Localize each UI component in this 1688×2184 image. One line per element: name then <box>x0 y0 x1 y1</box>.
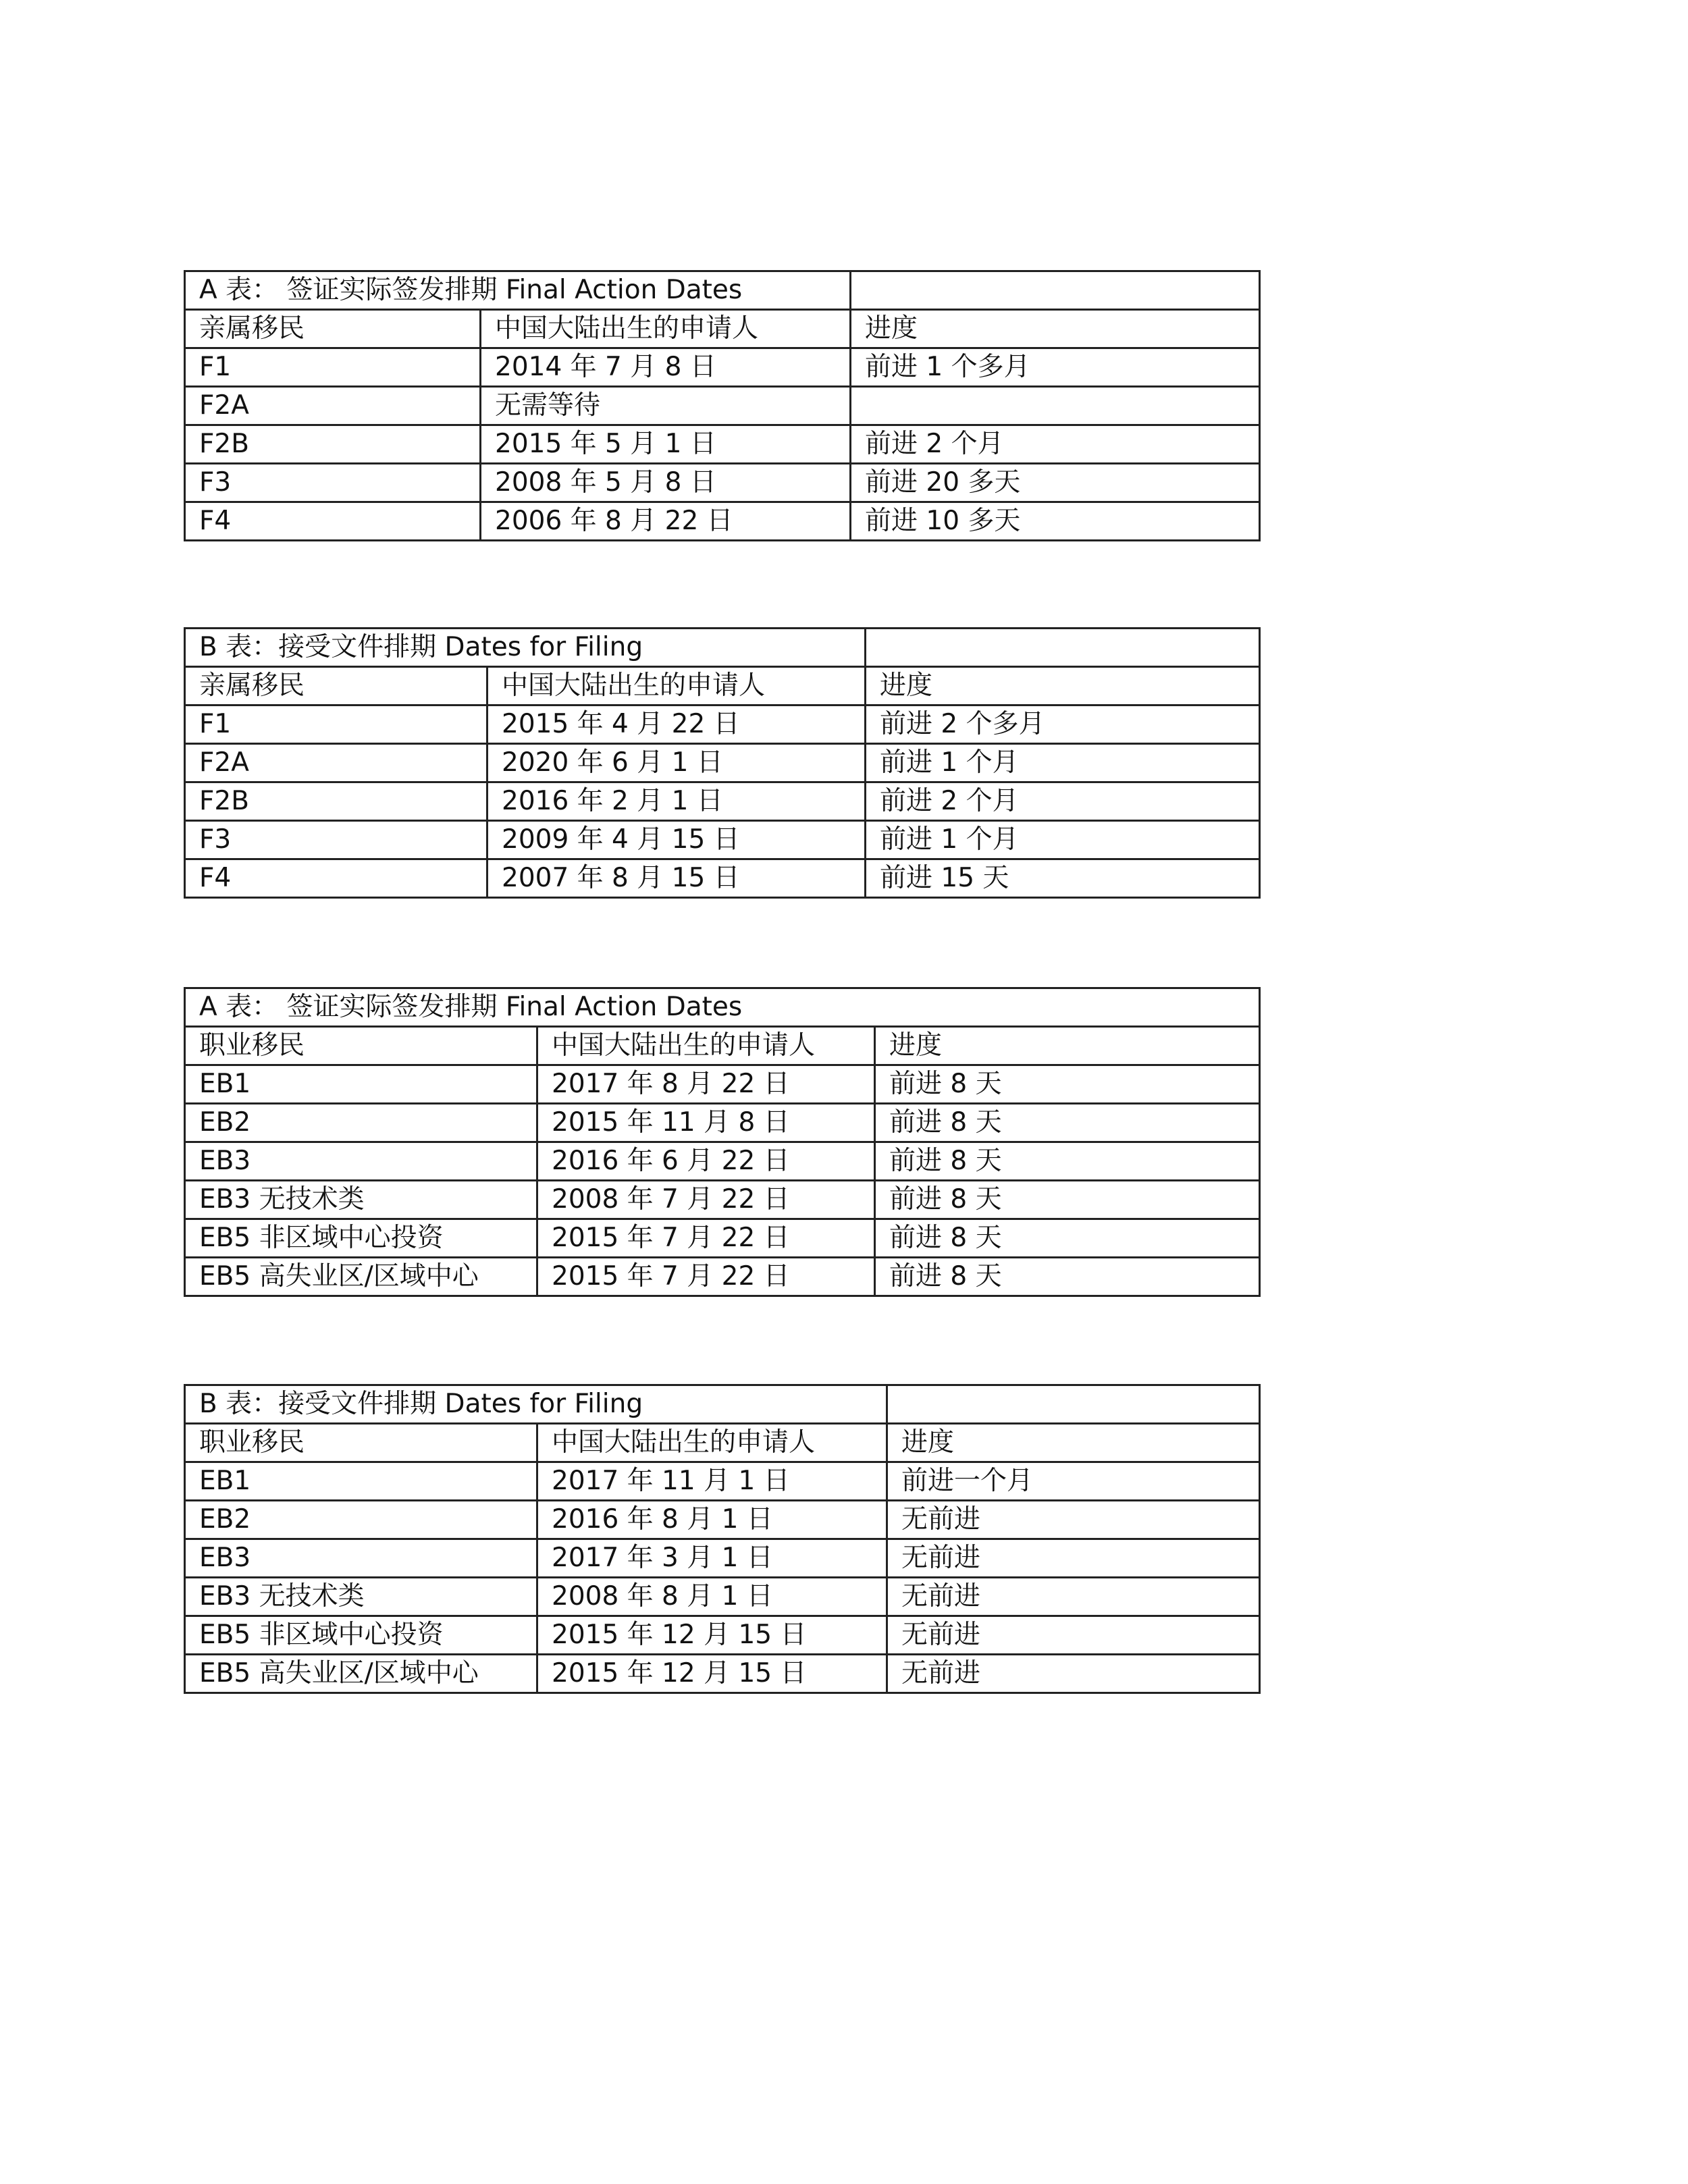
header-progress: 进度 <box>866 667 1260 705</box>
header-applicant: 中国大陆出生的申请人 <box>537 1424 887 1462</box>
row-date: 2016 年 2 月 1 日 <box>487 782 866 821</box>
table-row <box>185 1142 1260 1181</box>
row-category: EB5 非区域中心投资 <box>185 1219 537 1258</box>
row-category: F4 <box>185 502 481 541</box>
table-header-row <box>185 1424 1260 1462</box>
row-date: 2017 年 3 月 1 日 <box>537 1539 887 1578</box>
row-category: F3 <box>185 821 487 859</box>
table-row <box>185 1578 1260 1616</box>
row-date: 2017 年 8 月 22 日 <box>537 1065 875 1104</box>
table-row <box>185 502 1260 541</box>
row-date: 2020 年 6 月 1 日 <box>487 744 866 782</box>
row-date: 2016 年 6 月 22 日 <box>537 1142 875 1181</box>
table-title: B 表：接受文件排期 Dates for Filing <box>185 1385 887 1424</box>
row-date: 2007 年 8 月 15 日 <box>487 859 866 898</box>
table-row <box>185 1104 1260 1142</box>
table-title: B 表：接受文件排期 Dates for Filing <box>185 629 866 667</box>
table-row <box>185 1616 1260 1655</box>
table-row <box>185 859 1260 898</box>
row-category: F2B <box>185 425 481 464</box>
table-row <box>185 705 1260 744</box>
row-date: 2015 年 4 月 22 日 <box>487 705 866 744</box>
table-header-row <box>185 310 1260 348</box>
employment-final-action-table <box>184 987 1261 1297</box>
row-progress: 前进 8 天 <box>875 1219 1260 1258</box>
row-category: EB3 <box>185 1142 537 1181</box>
row-category: EB5 高失业区/区域中心 <box>185 1258 537 1296</box>
row-progress: 无前进 <box>887 1539 1260 1578</box>
table-title: A 表： 签证实际签发排期 Final Action Dates <box>185 988 1260 1027</box>
row-progress: 前进 1 个月 <box>866 744 1260 782</box>
row-date: 2009 年 4 月 15 日 <box>487 821 866 859</box>
table-row <box>185 744 1260 782</box>
table-row <box>185 1219 1260 1258</box>
row-progress: 前进 15 天 <box>866 859 1260 898</box>
table-title-empty-cell <box>866 629 1260 667</box>
table-row <box>185 821 1260 859</box>
table-title-row <box>185 988 1260 1027</box>
row-date: 2017 年 11 月 1 日 <box>537 1462 887 1501</box>
header-applicant: 中国大陆出生的申请人 <box>481 310 851 348</box>
row-category: EB3 无技术类 <box>185 1578 537 1616</box>
row-category: EB5 高失业区/区域中心 <box>185 1655 537 1693</box>
row-category: F3 <box>185 464 481 502</box>
row-category: F4 <box>185 859 487 898</box>
row-progress: 前进 20 多天 <box>851 464 1260 502</box>
row-progress: 前进一个月 <box>887 1462 1260 1501</box>
row-category: EB3 无技术类 <box>185 1181 537 1219</box>
family-final-action-table <box>184 270 1261 541</box>
row-progress: 无前进 <box>887 1655 1260 1693</box>
row-progress: 前进 8 天 <box>875 1181 1260 1219</box>
table-row <box>185 1539 1260 1578</box>
row-progress <box>851 387 1260 425</box>
row-category: F2A <box>185 387 481 425</box>
table-title-row <box>185 1385 1260 1424</box>
header-applicant: 中国大陆出生的申请人 <box>537 1027 875 1065</box>
row-category: EB3 <box>185 1539 537 1578</box>
row-date: 无需等待 <box>481 387 851 425</box>
header-applicant: 中国大陆出生的申请人 <box>487 667 866 705</box>
table-title-empty-cell <box>851 271 1260 310</box>
header-progress: 进度 <box>875 1027 1260 1065</box>
row-category: F2B <box>185 782 487 821</box>
table-row <box>185 1501 1260 1539</box>
table-row <box>185 387 1260 425</box>
table-title-empty-cell <box>887 1385 1260 1424</box>
row-progress: 前进 2 个月 <box>851 425 1260 464</box>
table-title-row <box>185 271 1260 310</box>
row-category: F2A <box>185 744 487 782</box>
table-row <box>185 425 1260 464</box>
table-row <box>185 782 1260 821</box>
header-category: 职业移民 <box>185 1424 537 1462</box>
row-progress: 前进 2 个月 <box>866 782 1260 821</box>
header-category: 亲属移民 <box>185 667 487 705</box>
row-progress: 前进 1 个多月 <box>851 348 1260 387</box>
row-category: EB2 <box>185 1501 537 1539</box>
table-row <box>185 1258 1260 1296</box>
header-category: 职业移民 <box>185 1027 537 1065</box>
row-date: 2015 年 5 月 1 日 <box>481 425 851 464</box>
table-row <box>185 1655 1260 1693</box>
table-header-row <box>185 1027 1260 1065</box>
table-row <box>185 464 1260 502</box>
table-header-row <box>185 667 1260 705</box>
row-date: 2008 年 5 月 8 日 <box>481 464 851 502</box>
family-dates-for-filing-table <box>184 627 1261 899</box>
employment-dates-for-filing-table <box>184 1384 1261 1694</box>
row-date: 2015 年 12 月 15 日 <box>537 1616 887 1655</box>
row-date: 2015 年 7 月 22 日 <box>537 1258 875 1296</box>
row-progress: 无前进 <box>887 1578 1260 1616</box>
row-category: F1 <box>185 705 487 744</box>
row-date: 2008 年 8 月 1 日 <box>537 1578 887 1616</box>
table-row <box>185 348 1260 387</box>
row-category: F1 <box>185 348 481 387</box>
row-category: EB1 <box>185 1065 537 1104</box>
row-category: EB5 非区域中心投资 <box>185 1616 537 1655</box>
row-progress: 前进 8 天 <box>875 1258 1260 1296</box>
row-date: 2008 年 7 月 22 日 <box>537 1181 875 1219</box>
row-progress: 无前进 <box>887 1616 1260 1655</box>
row-category: EB1 <box>185 1462 537 1501</box>
row-category: EB2 <box>185 1104 537 1142</box>
row-progress: 前进 8 天 <box>875 1142 1260 1181</box>
row-date: 2006 年 8 月 22 日 <box>481 502 851 541</box>
table-row <box>185 1462 1260 1501</box>
header-progress: 进度 <box>851 310 1260 348</box>
table-title-row <box>185 629 1260 667</box>
row-date: 2015 年 7 月 22 日 <box>537 1219 875 1258</box>
row-progress: 无前进 <box>887 1501 1260 1539</box>
row-progress: 前进 2 个多月 <box>866 705 1260 744</box>
row-date: 2014 年 7 月 8 日 <box>481 348 851 387</box>
row-progress: 前进 10 多天 <box>851 502 1260 541</box>
table-title: A 表： 签证实际签发排期 Final Action Dates <box>185 271 851 310</box>
header-category: 亲属移民 <box>185 310 481 348</box>
row-date: 2016 年 8 月 1 日 <box>537 1501 887 1539</box>
row-date: 2015 年 12 月 15 日 <box>537 1655 887 1693</box>
row-date: 2015 年 11 月 8 日 <box>537 1104 875 1142</box>
header-progress: 进度 <box>887 1424 1260 1462</box>
row-progress: 前进 8 天 <box>875 1065 1260 1104</box>
row-progress: 前进 1 个月 <box>866 821 1260 859</box>
table-row <box>185 1065 1260 1104</box>
row-progress: 前进 8 天 <box>875 1104 1260 1142</box>
table-row <box>185 1181 1260 1219</box>
